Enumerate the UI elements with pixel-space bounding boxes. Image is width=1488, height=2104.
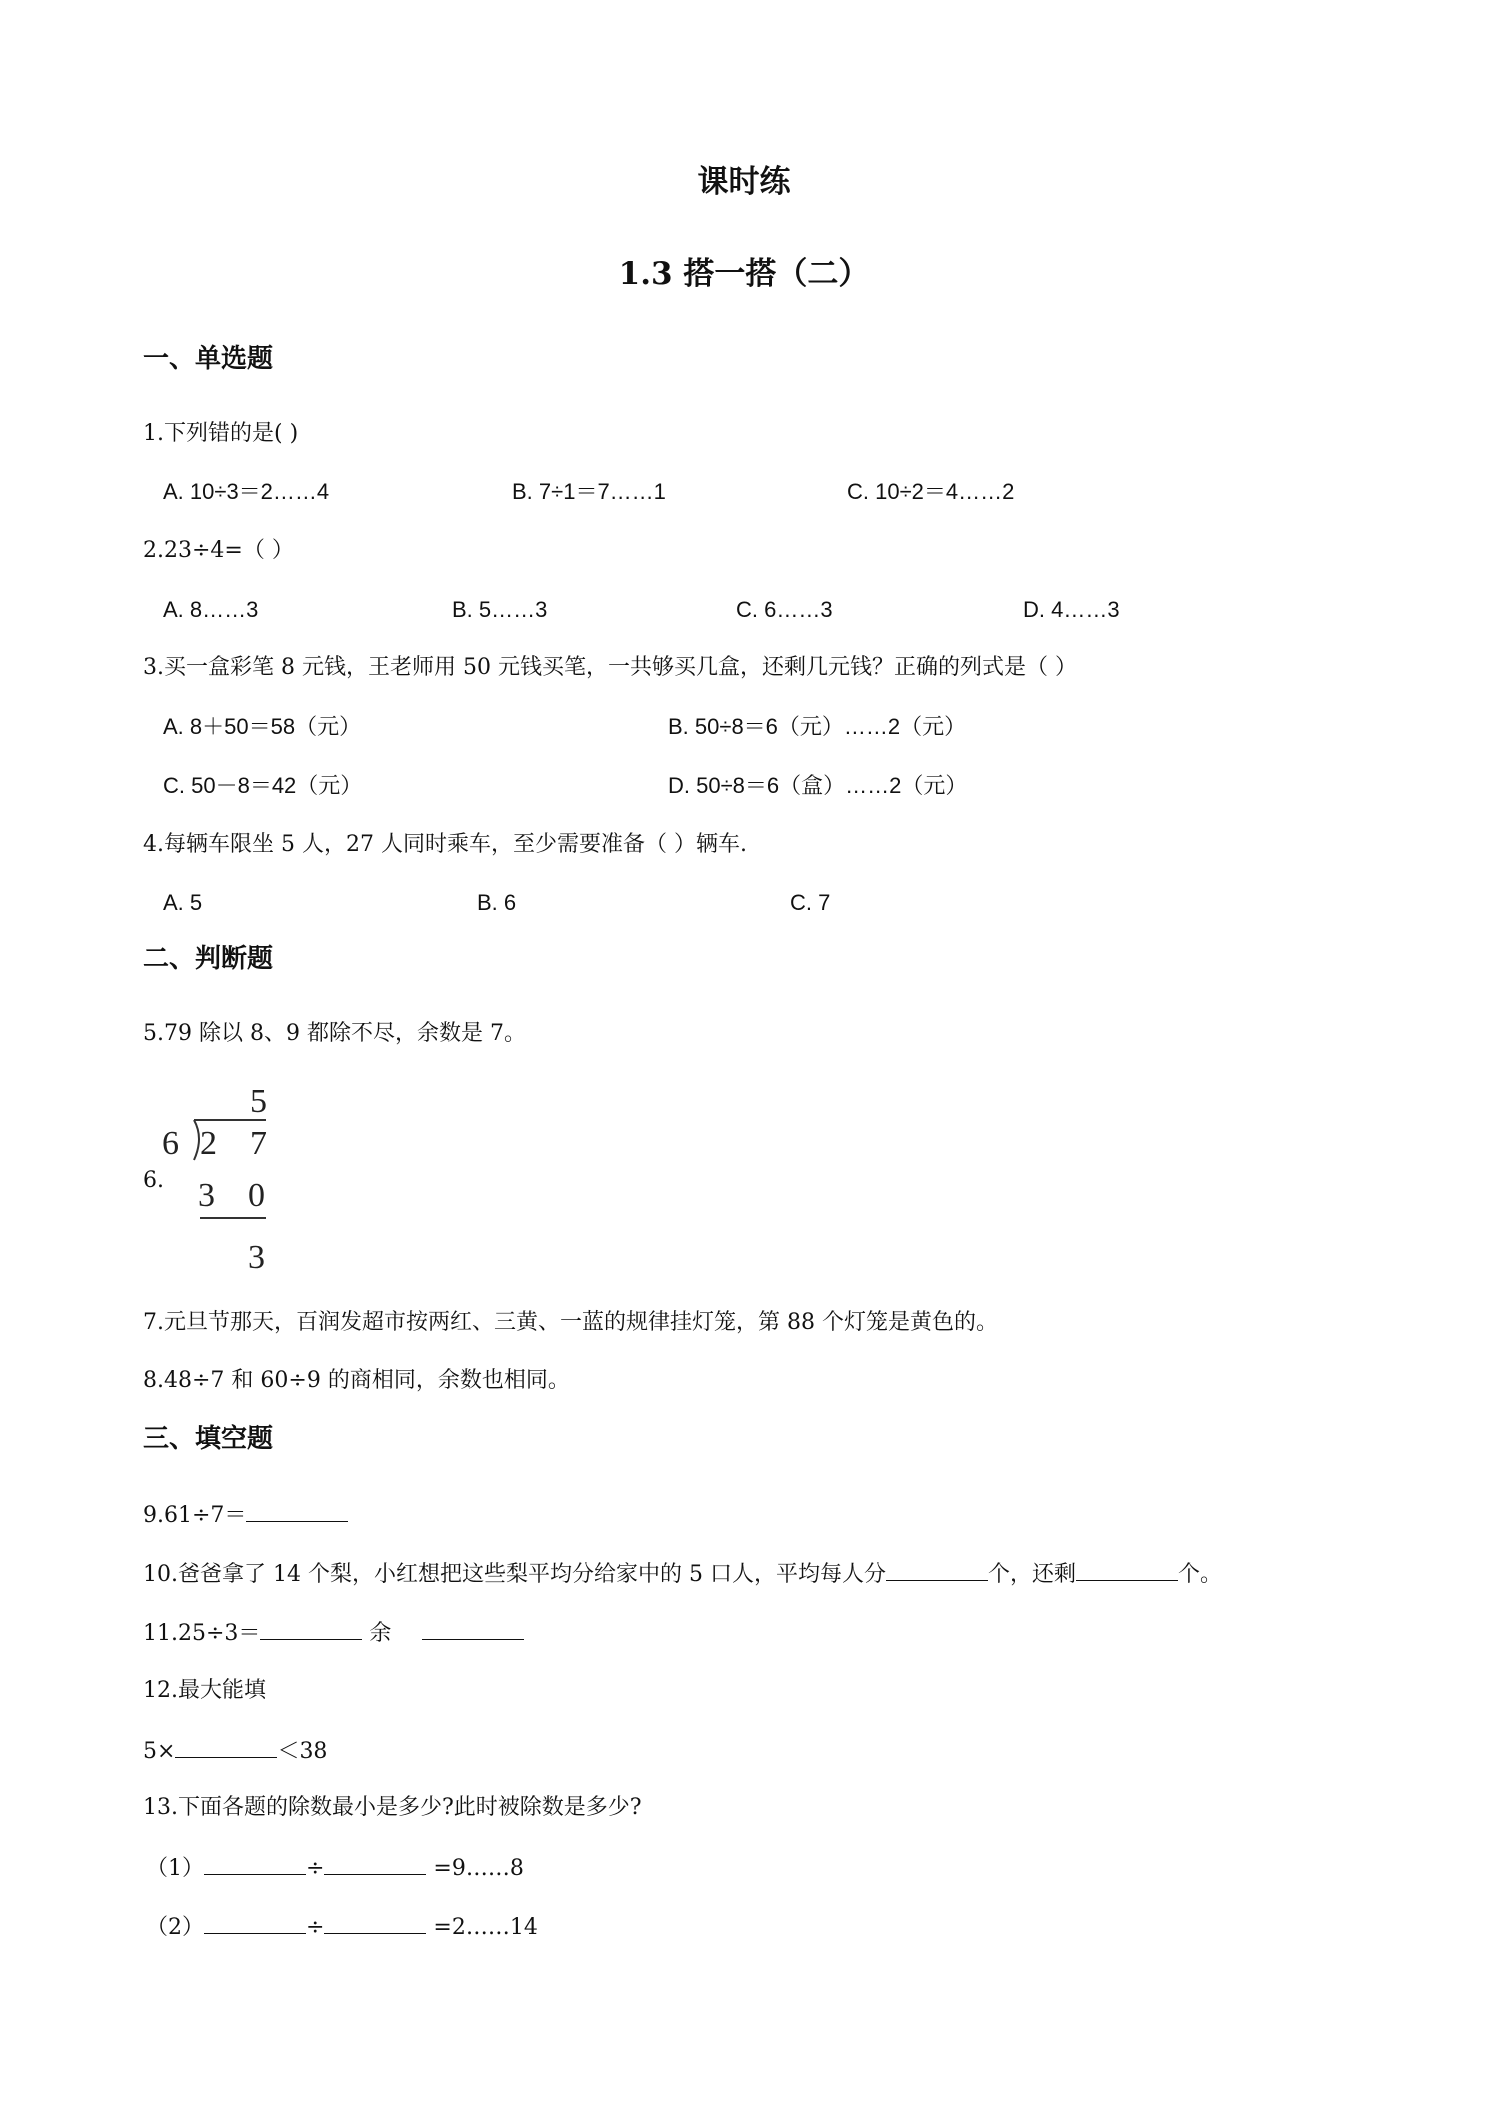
section-heading-fill-blank: 三、填空题 [143, 1424, 274, 1454]
answer-blank[interactable] [886, 1558, 988, 1581]
long-division-figure [150, 1076, 280, 1276]
dividend-ones-digit: 7 [250, 1125, 267, 1162]
question-10-mid-text: 个，还剩 [987, 1562, 1076, 1587]
question-12 [143, 1735, 327, 1767]
question-4-stem: 4.每辆车限坐 5 人，27 人同时乘车，至少需要准备（ ）辆车. [143, 832, 747, 857]
answer-blank[interactable] [246, 1499, 348, 1522]
question-2-option-a[interactable]: A. 8……3 [163, 597, 259, 622]
row-1-result: =9……8 [426, 1856, 524, 1881]
dividend-tens-digit: 2 [200, 1125, 217, 1162]
question-1-stem: 1.下列错的是( ) [143, 421, 299, 446]
divisor-digit: 6 [162, 1125, 179, 1162]
product-ones-digit: 0 [248, 1177, 265, 1214]
question-1-option-a[interactable]: A. 10÷3＝2……4 [163, 479, 330, 504]
answer-blank[interactable] [175, 1735, 277, 1758]
question-10 [143, 1558, 1222, 1590]
answer-blank[interactable] [1076, 1558, 1178, 1581]
question-4-option-a[interactable]: A. 5 [163, 890, 203, 915]
question-10-end-text: 个。 [1177, 1562, 1222, 1587]
divide-symbol: ÷ [306, 1915, 325, 1940]
question-13-row-1 [146, 1852, 524, 1884]
question-7-stem: 7.元旦节那天，百润发超市按两红、三黄、一蓝的规律挂灯笼，第 88 个灯笼是黄色的。 [143, 1310, 998, 1335]
question-2-option-b[interactable]: B. 5……3 [452, 597, 548, 622]
question-6-label: 6. [143, 1168, 164, 1193]
question-3-stem: 3.买一盒彩笔 8 元钱，王老师用 50 元钱买笔，一共够买几盒，还剩几元钱？正确的列式是（ ） [143, 655, 1077, 680]
answer-blank[interactable] [260, 1617, 362, 1640]
divide-symbol: ÷ [306, 1856, 325, 1881]
question-3-option-b[interactable]: B. 50÷8＝6（元）……2（元） [668, 714, 967, 739]
question-4-option-b[interactable]: B. 6 [477, 890, 517, 915]
question-2-option-d[interactable]: D. 4……3 [1023, 597, 1120, 622]
product-tens-digit: 3 [198, 1177, 215, 1214]
section-heading-single-choice: 一、单选题 [143, 344, 274, 374]
question-8-stem: 8.48÷7 和 60÷9 的商相同，余数也相同。 [143, 1368, 570, 1393]
question-12-stem: 12.最大能填 [143, 1678, 266, 1703]
question-11-mid-text: 余 [362, 1621, 399, 1646]
question-11-text: 11.25÷3＝ [143, 1621, 261, 1646]
page-subtitle: 1.3 搭一搭（二） [618, 256, 870, 292]
question-2-stem: 2.23÷4=（ ） [143, 538, 294, 563]
question-5-stem: 5.79 除以 8、9 都除不尽，余数是 7。 [143, 1021, 526, 1046]
question-13-row-2 [146, 1911, 538, 1943]
answer-blank[interactable] [422, 1617, 524, 1640]
question-9 [143, 1499, 348, 1531]
row-1-label: （1） [146, 1856, 204, 1881]
question-12-end-text: ＜38 [277, 1739, 328, 1764]
question-3-option-d[interactable]: D. 50÷8＝6（盒）……2（元） [668, 773, 968, 798]
page-title: 课时练 [697, 164, 791, 200]
remainder-digit: 3 [248, 1239, 265, 1276]
answer-blank[interactable] [204, 1852, 306, 1875]
question-4-option-c[interactable]: C. 7 [790, 890, 831, 915]
question-11 [143, 1617, 524, 1649]
question-10-text: 10.爸爸拿了 14 个梨，小红想把这些梨平均分给家中的 5 口人，平均每人分 [143, 1562, 886, 1587]
question-3-option-a[interactable]: A. 8＋50＝58（元） [163, 714, 362, 739]
quotient-digit: 5 [250, 1083, 267, 1120]
question-1-option-c[interactable]: C. 10÷2＝4……2 [847, 479, 1015, 504]
question-12-text: 5× [143, 1739, 176, 1764]
question-1-option-b[interactable]: B. 7÷1＝7……1 [512, 479, 666, 504]
question-13-stem: 13.下面各题的除数最小是多少?此时被除数是多少? [143, 1795, 642, 1820]
answer-blank[interactable] [324, 1852, 426, 1875]
answer-blank[interactable] [324, 1911, 426, 1934]
question-9-text: 9.61÷7＝ [143, 1503, 247, 1528]
question-3-option-c[interactable]: C. 50－8＝42（元） [163, 773, 363, 798]
question-2-option-c[interactable]: C. 6……3 [736, 597, 833, 622]
row-2-label: （2） [146, 1915, 204, 1940]
answer-blank[interactable] [204, 1911, 306, 1934]
row-2-result: =2……14 [426, 1915, 538, 1940]
section-heading-true-false: 二、判断题 [143, 944, 274, 974]
